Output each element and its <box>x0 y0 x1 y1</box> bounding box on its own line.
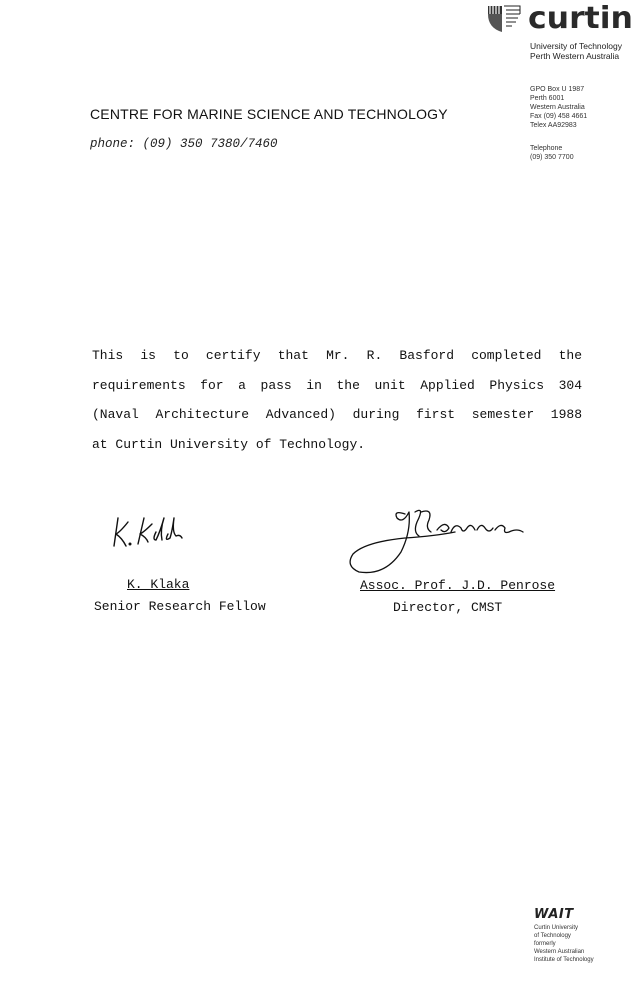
body-line: requirements for a pass in the unit Applied Physics 304 <box>92 377 582 393</box>
wait-logo: WAIT <box>534 907 574 922</box>
body-line: This is to certify that Mr. R. Basford completed the <box>92 348 582 363</box>
postal-address: GPO Box U 1987 Perth 6001 Western Australia Fax (09) 458 4661 Telex AA92983 <box>530 86 588 129</box>
penrose-name: Assoc. Prof. J.D. Penrose <box>360 578 556 593</box>
klaka-signature <box>108 512 208 552</box>
penrose-title: Director, CMST <box>393 600 503 615</box>
curtin-logo <box>486 1 636 36</box>
penrose-signature <box>345 502 535 578</box>
klaka-title: Senior Research Fellow <box>94 599 266 614</box>
university-subtitle: University of Technology Perth Western Australia <box>530 41 622 61</box>
wait-footer: WAIT Curtin University of Technology formerly Western Australian Institute of Technology <box>534 907 594 963</box>
centre-phone: phone: (09) 350 7380/7460 <box>90 137 278 151</box>
klaka-name: K. Klaka <box>127 577 190 592</box>
curtin-wordmark: curtin <box>528 1 633 36</box>
body-line: at Curtin University of Technology. <box>92 436 366 452</box>
telephone-block: Telephone (09) 350 7700 <box>530 145 574 161</box>
body-line: (Naval Architecture Advanced) during first semester 1988 <box>92 407 582 422</box>
certificate-body <box>92 341 592 459</box>
centre-heading: CENTRE FOR MARINE SCIENCE AND TECHNOLOGY <box>90 106 448 122</box>
curtin-shield-icon <box>486 4 522 34</box>
